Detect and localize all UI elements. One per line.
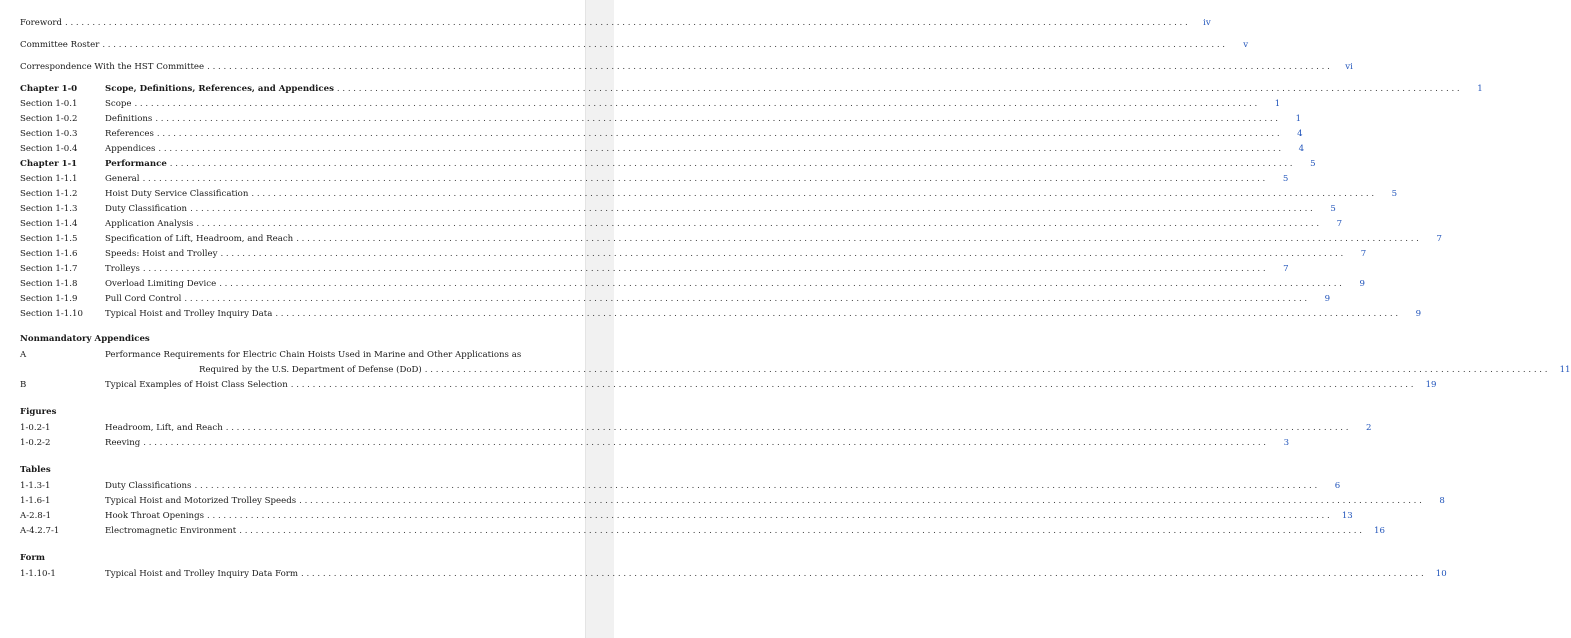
toc-section[interactable] [20,112,1302,127]
section-number: Section 1-1.10 [20,309,83,319]
dot-leader [157,127,1280,142]
toc-table[interactable] [20,479,1341,494]
section-title: Trolleys [105,264,140,274]
appendices-heading: Nonmandatory Appendices [20,334,150,344]
section-number: Section 1-1.8 [20,279,78,289]
toc-chapter-1-0[interactable] [20,82,1483,97]
dot-leader [219,277,1342,292]
table-of-contents [20,16,1571,582]
page-link[interactable]: 19 [1425,380,1437,390]
dot-leader [207,60,1330,75]
toc-figure[interactable] [20,436,1290,451]
appendix-title-line1: Performance Requirements for Electric Chain Hoists Used in Marine and Other Applications as [105,350,522,360]
section-number: Section 1-0.2 [20,114,78,124]
toc-appendix-a[interactable] [20,348,1571,378]
section-title: Application Analysis [105,219,194,229]
dot-leader [291,378,1414,393]
form-number: 1-1.10-1 [20,569,56,579]
page-link[interactable]: v [1243,40,1249,50]
table-number: 1-1.6-1 [20,496,51,506]
page-link[interactable]: 5 [1310,159,1316,169]
dot-leader [301,567,1424,582]
toc-section[interactable] [20,142,1305,157]
section-number: Section 1-1.6 [20,249,78,259]
page-link[interactable]: 4 [1297,129,1303,139]
section-title: Overload Limiting Device [105,279,217,289]
form-heading: Form [20,553,45,563]
section-title: Appendices [105,144,156,154]
section-title: Hoist Duty Service Classification [105,189,249,199]
dot-leader [143,172,1266,187]
page-link[interactable]: 13 [1341,511,1353,521]
toc-section[interactable] [20,202,1336,217]
section-title: Typical Hoist and Trolley Inquiry Data [105,309,273,319]
page-link[interactable]: 10 [1435,569,1447,579]
page-link[interactable]: 4 [1298,144,1305,154]
chapter-title: Performance [105,159,167,169]
dot-leader [170,157,1293,172]
section-number: Section 1-1.2 [20,189,78,199]
page-link[interactable]: 9 [1359,279,1365,289]
section-number: Section 1-1.3 [20,204,78,214]
page-link[interactable]: 5 [1391,189,1398,199]
toc-section[interactable] [20,97,1281,112]
dot-leader [143,262,1266,277]
page-link[interactable]: 7 [1283,264,1289,274]
entry-title: Correspondence With the HST Committee [20,62,205,72]
section-number: Section 1-1.4 [20,219,78,229]
chapter-title: Scope, Definitions, References, and Appendices [105,84,334,94]
page-link[interactable]: 5 [1330,204,1336,214]
figure-number: 1-0.2-1 [20,423,51,433]
figure-title: Headroom, Lift, and Reach [105,423,223,433]
toc-appendix-b[interactable] [20,378,1437,393]
dot-leader [207,509,1330,524]
toc-entry-correspondence[interactable] [20,60,1353,75]
toc-section[interactable] [20,277,1365,292]
toc-section[interactable] [20,217,1343,232]
section-title: References [105,129,154,139]
dot-leader [196,217,1319,232]
section-title: Specification of Lift, Headroom, and Reach [105,234,294,244]
dot-leader [226,421,1349,436]
dot-leader [239,524,1362,539]
toc-section[interactable] [20,187,1398,202]
toc-table[interactable] [20,494,1445,509]
table-number: A-4.2.7-1 [20,526,60,536]
toc-chapter-1-1[interactable] [20,157,1316,172]
appendix-title: Typical Examples of Hoist Class Selection [105,380,288,390]
page-link[interactable]: 5 [1282,174,1289,184]
section-title: Speeds: Hoist and Trolley [105,249,218,259]
page-link[interactable]: 1 [1477,84,1483,94]
toc-section[interactable] [20,232,1442,247]
appendix-letter: B [20,380,27,390]
toc-section[interactable] [20,307,1422,322]
dot-leader [184,292,1307,307]
toc-section[interactable] [20,262,1289,277]
dot-leader [220,247,1343,262]
entry-title: Committee Roster [20,40,100,50]
section-number: Section 1-1.5 [20,234,78,244]
section-number: Section 1-1.1 [20,174,78,184]
dot-leader [158,142,1281,157]
figures-heading: Figures [20,407,57,417]
entry-title: Foreword [20,18,62,28]
table-number: A-2.8-1 [20,511,52,521]
section-number: Section 1-1.9 [20,294,78,304]
page-link[interactable]: 9 [1415,309,1422,319]
toc-figure[interactable] [20,421,1372,436]
dot-leader [190,202,1313,217]
page-link[interactable]: iv [1203,18,1211,28]
dot-leader [299,494,1422,509]
page-link[interactable]: 7 [1436,234,1442,244]
dot-leader [102,38,1225,53]
chapter-number: Chapter 1-1 [20,159,78,169]
form-title: Typical Hoist and Trolley Inquiry Data Form [105,569,298,579]
dot-leader [337,82,1460,97]
table-number: 1-1.3-1 [20,481,51,491]
page-link[interactable]: 2 [1366,423,1372,433]
page-link[interactable]: 9 [1324,294,1331,304]
page-link[interactable]: 3 [1283,438,1290,448]
page-link[interactable]: 11 [1559,365,1571,375]
page-link[interactable]: 1 [1295,114,1302,124]
appendix-letter: A [20,350,27,360]
table-title: Duty Classifications [105,481,192,491]
page-link[interactable]: 7 [1336,219,1343,229]
dot-leader [65,16,1188,31]
dot-leader [296,232,1419,247]
table-title: Typical Hoist and Motorized Trolley Speeds [105,496,297,506]
toc-section[interactable] [20,172,1289,187]
table-title: Electromagnetic Environment [105,526,237,536]
toc-section[interactable] [20,292,1331,307]
section-number: Section 1-0.1 [20,99,78,109]
toc-form[interactable] [20,567,1447,582]
figure-number: 1-0.2-2 [20,438,51,448]
dot-leader [134,97,1257,112]
dot-leader [425,363,1548,378]
dot-leader [275,307,1398,322]
appendix-title-line2: Required by the U.S. Department of Defense (DoD) [199,365,422,375]
toc-section[interactable] [20,127,1303,142]
section-number: Section 1-1.7 [20,264,78,274]
section-number: Section 1-0.4 [20,144,78,154]
dot-leader [194,479,1317,494]
section-number: Section 1-0.3 [20,129,78,139]
page-link[interactable]: 7 [1360,249,1367,259]
toc-entry-foreword[interactable] [20,16,1211,31]
section-title: Definitions [105,114,153,124]
tables-heading: Tables [20,465,51,475]
page-link[interactable]: vi [1345,62,1353,72]
section-title: General [105,174,140,184]
section-title: Scope [105,99,132,109]
section-title: Duty Classification [105,204,188,214]
page-link[interactable]: 16 [1374,526,1385,536]
figure-title: Reeving [105,438,141,448]
page-link[interactable]: 6 [1334,481,1341,491]
chapter-number: Chapter 1-0 [20,84,78,94]
toc-table[interactable] [20,509,1353,524]
dot-leader [143,436,1266,451]
toc-entry-committee-roster[interactable] [20,38,1249,53]
table-title: Hook Throat Openings [105,511,205,521]
page-link[interactable]: 8 [1439,496,1445,506]
dot-leader [251,187,1374,202]
toc-table[interactable] [20,524,1385,539]
section-title: Pull Cord Control [105,294,182,304]
toc-section[interactable] [20,247,1367,262]
dot-leader [155,112,1278,127]
page-link[interactable]: 1 [1274,99,1281,109]
